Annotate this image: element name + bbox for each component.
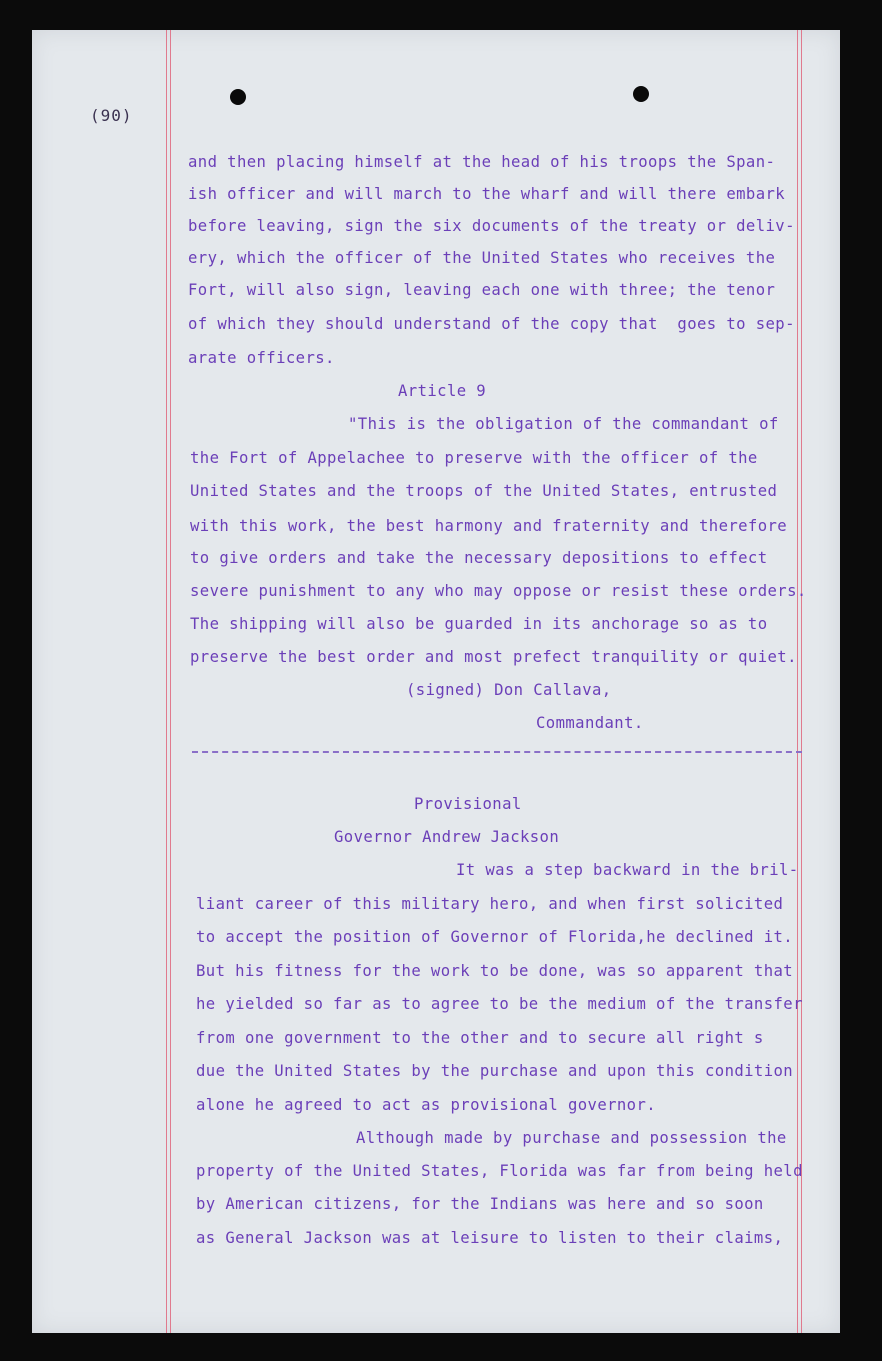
text-line: arate officers. — [188, 349, 335, 367]
text-line: the Fort of Appelachee to preserve with the officer of the — [190, 449, 758, 467]
page-number: (90) — [90, 106, 133, 125]
section-subheading: Governor Andrew Jackson — [334, 828, 560, 846]
right-margin-line-2 — [801, 30, 802, 1333]
text-line: with this work, the best harmony and fraternity and therefore — [190, 517, 788, 535]
text-line: It was a step backward in the bril- — [456, 861, 799, 879]
right-margin-line — [797, 30, 798, 1333]
text-line: ery, which the officer of the United States who receives the — [188, 249, 776, 267]
text-line: Although made by purchase and possession the — [356, 1129, 787, 1147]
text-line: to give orders and take the necessary depositions to effect — [190, 549, 768, 567]
text-line: United States and the troops of the United States, entrusted — [190, 482, 778, 500]
text-line: due the United States by the purchase and upon this condition — [196, 1062, 794, 1080]
text-line: to accept the position of Governor of Florida,he declined it. — [196, 928, 794, 946]
signature-line: (signed) Don Callava, — [406, 681, 612, 699]
text-line: liant career of this military hero, and when first solicited — [196, 895, 784, 913]
text-line: before leaving, sign the six documents of the treaty or deliv- — [188, 217, 795, 235]
left-margin-line-2 — [170, 30, 171, 1333]
text-line: alone he agreed to act as provisional governor. — [196, 1096, 657, 1114]
text-line: The shipping will also be guarded in its anchorage so as to — [190, 615, 768, 633]
text-line: ish officer and will march to the wharf and will there embark — [188, 185, 786, 203]
section-heading: Provisional — [414, 795, 522, 813]
text-line: he yielded so far as to agree to be the medium of the transfer — [196, 995, 803, 1013]
text-line: as General Jackson was at leisure to listen to their claims, — [196, 1229, 784, 1247]
text-line: from one government to the other and to secure all right s — [196, 1029, 764, 1047]
dashed-divider — [192, 751, 802, 753]
signature-title: Commandant. — [536, 714, 644, 732]
text-line: "This is the obligation of the commandant of — [348, 415, 779, 433]
text-line: of which they should understand of the copy that goes to sep- — [188, 315, 795, 333]
punch-hole-right — [633, 86, 649, 102]
article-heading: Article 9 — [398, 382, 487, 400]
text-line: severe punishment to any who may oppose or resist these orders. — [190, 582, 807, 600]
text-line: and then placing himself at the head of his troops the Span- — [188, 153, 776, 171]
text-line: by American citizens, for the Indians was here and so soon — [196, 1195, 764, 1213]
left-margin-line — [166, 30, 167, 1333]
text-line: preserve the best order and most prefect tranquility or quiet. — [190, 648, 797, 666]
text-line: property of the United States, Florida was far from being held — [196, 1162, 803, 1180]
punch-hole-left — [230, 89, 246, 105]
text-line: But his fitness for the work to be done, was so apparent that — [196, 962, 794, 980]
text-line: Fort, will also sign, leaving each one with three; the tenor — [188, 281, 776, 299]
typed-page — [32, 30, 840, 1333]
